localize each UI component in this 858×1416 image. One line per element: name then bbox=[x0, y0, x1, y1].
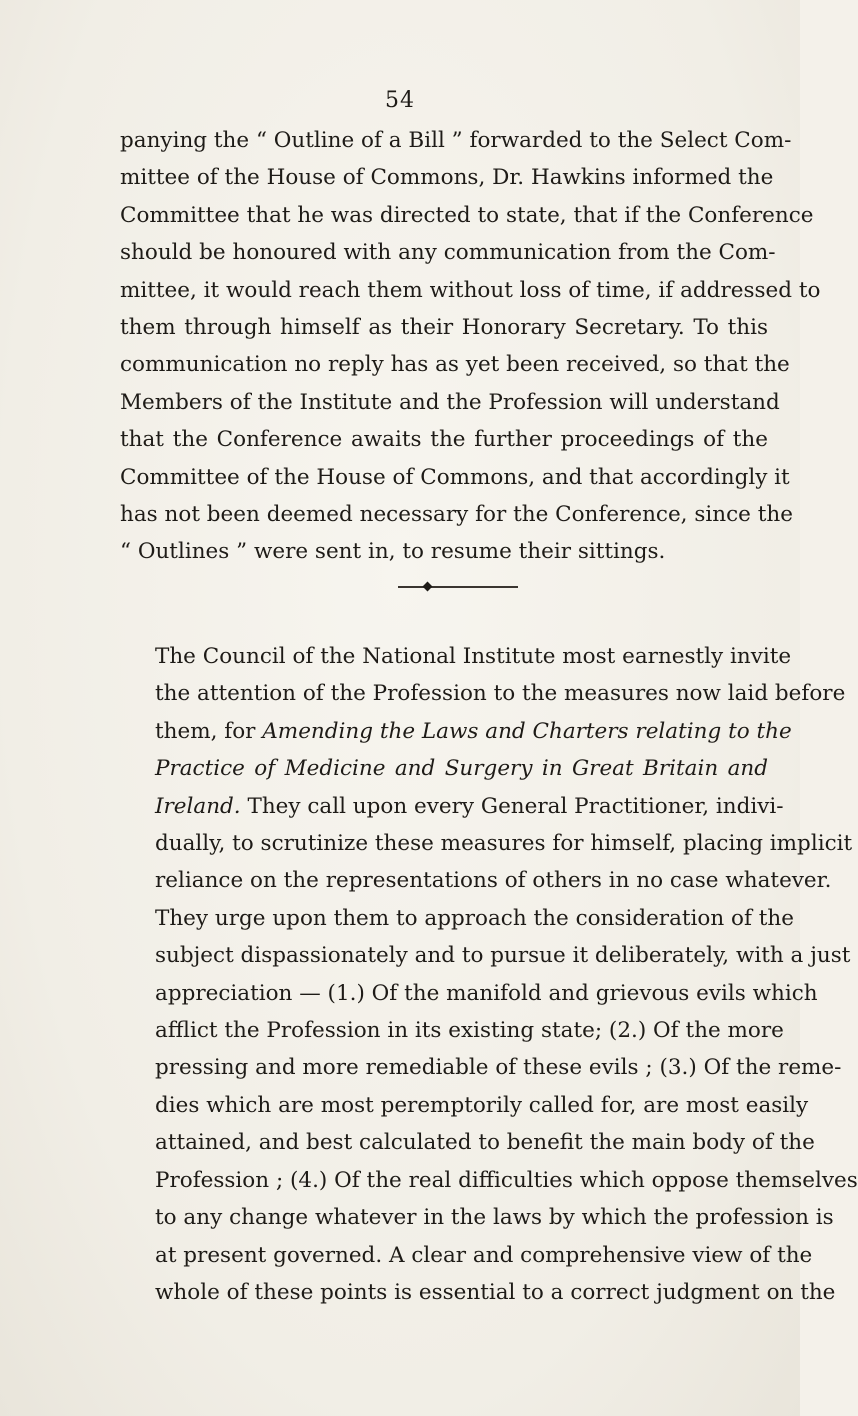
text-line: dies which are most peremptorily called for, are most easily bbox=[155, 1092, 809, 1118]
page-number: 54 bbox=[385, 88, 415, 113]
section-divider bbox=[398, 582, 518, 592]
text-line: panying the “ Outline of a Bill ” forwarded to the Select Com- bbox=[120, 128, 792, 153]
text-line: mittee, it would reach them without loss of time, if addressed to bbox=[120, 277, 821, 303]
text-line: pressing and more remediable of these evils ; (3.) Of the reme- bbox=[155, 1055, 842, 1081]
text-line: subject dispassionately and to pursue it deliberately, with a just bbox=[155, 943, 851, 969]
text-run: them, for bbox=[155, 718, 263, 744]
text-line bbox=[120, 788, 784, 825]
text-line: They urge upon them to approach the consideration of the bbox=[155, 905, 794, 931]
divider-rule bbox=[398, 586, 518, 588]
text-line: the attention of the Profession to the measures now laid before bbox=[155, 681, 846, 707]
text-line: reliance on the representations of others in no case whatever. bbox=[155, 868, 832, 894]
text-run: They call upon every General Practitioner, indivi- bbox=[240, 793, 784, 819]
text-line: communication no reply has as yet been received, so that the bbox=[120, 352, 790, 378]
text-line: dually, to scrutinize these measures for himself, placing implicit bbox=[155, 831, 853, 857]
text-line: attained, and best calculated to benefit the main body of the bbox=[155, 1130, 815, 1156]
text-line: that the Conference awaits the further proceedings of the bbox=[120, 427, 768, 453]
text-line: should be honoured with any communication from the Com- bbox=[120, 240, 776, 266]
text-line: Committee of the House of Commons, and that accordingly it bbox=[120, 464, 790, 490]
text-line: Committee that he was directed to state, that if the Conference bbox=[120, 202, 814, 228]
paragraph-outline-bill bbox=[120, 122, 821, 571]
text-line: at present governed. A clear and comprehensive view of the bbox=[155, 1242, 813, 1268]
text-line: to any change whatever in the laws by which the profession is bbox=[155, 1205, 834, 1231]
paragraph-council-appeal bbox=[120, 638, 858, 1311]
italic-title-run: Ireland. bbox=[155, 793, 241, 819]
text-line: Profession ; (4.) Of the real difficulties which oppose themselves bbox=[155, 1167, 858, 1193]
italic-title-run: Amending the Laws and Charters relating to the bbox=[262, 718, 792, 744]
text-line: The Council of the National Institute most earnestly invite bbox=[155, 644, 792, 669]
text-line: mittee of the House of Commons, Dr. Hawkins informed the bbox=[120, 165, 774, 191]
text-line: Members of the Institute and the Profession will understand bbox=[120, 389, 780, 415]
text-line: appreciation — (1.) Of the manifold and grievous evils which bbox=[155, 980, 818, 1006]
text-line: whole of these points is essential to a correct judgment on the bbox=[155, 1279, 836, 1305]
text-line bbox=[120, 713, 792, 750]
divider-diamond-ornament bbox=[423, 582, 433, 592]
text-line: afflict the Profession in its existing state; (2.) Of the more bbox=[155, 1018, 784, 1044]
text-line: them through himself as their Honorary Secretary. To this bbox=[120, 315, 768, 341]
text-line: has not been deemed necessary for the Conference, since the bbox=[120, 502, 793, 528]
italic-title-line: Practice of Medicine and Surgery in Great Britain and bbox=[155, 756, 768, 782]
text-line: “ Outlines ” were sent in, to resume their sittings. bbox=[120, 539, 666, 565]
